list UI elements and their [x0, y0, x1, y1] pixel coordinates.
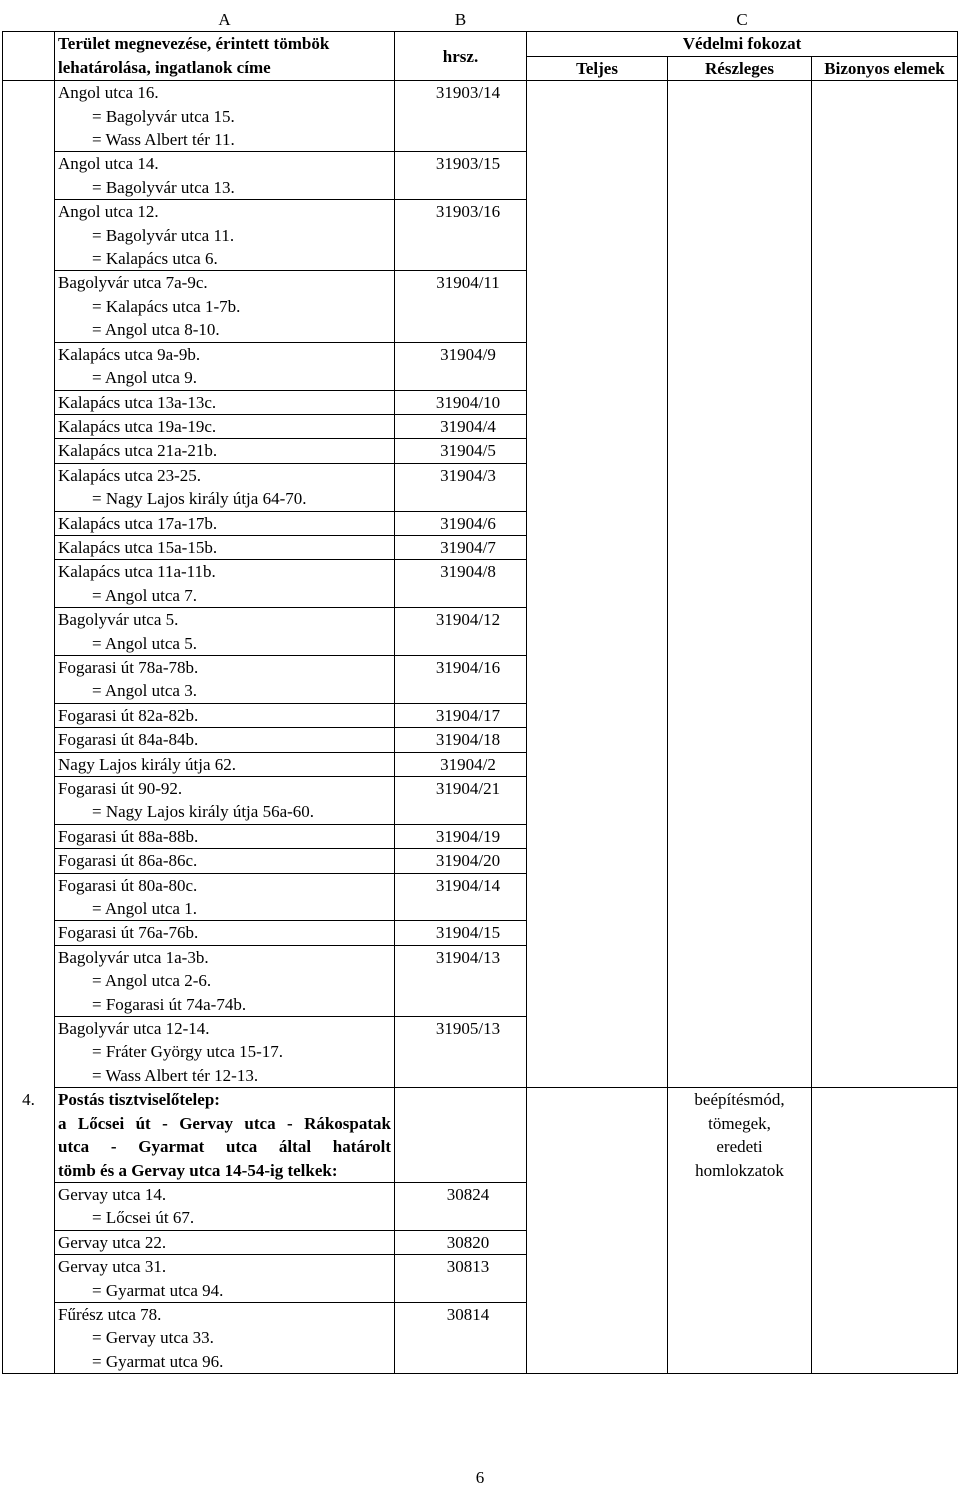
address-cell — [55, 752, 395, 776]
address-line: Fogarasi út 88a-88b. — [58, 826, 199, 846]
area-column-header — [55, 32, 395, 81]
alias-address-line: = Lőcsei út 67. — [92, 1208, 195, 1228]
address-cell — [55, 152, 395, 200]
alias-address-line: = Angol utca 9. — [92, 368, 197, 388]
alias-address-line: = Angol utca 3. — [92, 681, 197, 701]
number-cell — [3, 560, 55, 608]
partial-protection-cell — [668, 1088, 812, 1374]
address-line: Bagolyvár utca 5. — [58, 610, 179, 630]
number-cell — [3, 824, 55, 848]
section-4-title-line: a Lőcsei út - Gervay utca - Rákospatak — [58, 1113, 391, 1133]
hrsz-cell: 31903/16 — [395, 200, 527, 271]
hrsz-cell: 30813 — [395, 1255, 527, 1303]
address-line: Gervay utca 31. — [58, 1257, 167, 1277]
address-cell — [55, 777, 395, 825]
address-cell — [55, 463, 395, 511]
number-cell — [3, 81, 55, 152]
alias-address-line: = Kalapács utca 1-7b. — [92, 296, 241, 316]
address-line: Kalapács utca 13a-13c. — [58, 392, 217, 412]
address-line: Angol utca 14. — [58, 154, 159, 174]
hrsz-cell: 31904/16 — [395, 655, 527, 703]
alias-address-line: = Gyarmat utca 96. — [92, 1351, 224, 1371]
address-cell — [55, 535, 395, 559]
alias-address-line: = Wass Albert tér 11. — [92, 130, 235, 150]
section-4-title-line: tömb és a Gervay utca 14-54-ig telkek: — [58, 1160, 338, 1180]
number-cell — [3, 777, 55, 825]
address-cell — [55, 824, 395, 848]
alias-address-line: = Angol utca 2-6. — [92, 971, 212, 991]
hrsz-cell: 31904/4 — [395, 414, 527, 438]
address-cell — [55, 655, 395, 703]
hrsz-cell: 31904/3 — [395, 463, 527, 511]
address-line: Bagolyvár utca 7a-9c. — [58, 273, 208, 293]
section-4-title-line: Postás tisztviselőtelep: — [58, 1090, 220, 1110]
address-cell — [55, 849, 395, 873]
address-cell — [55, 945, 395, 1016]
alias-address-line: = Angol utca 5. — [92, 633, 197, 653]
address-line: Fogarasi út 76a-76b. — [58, 923, 199, 943]
column-letter-c: C — [527, 8, 958, 32]
hrsz-cell: 31904/18 — [395, 728, 527, 752]
address-line: Kalapács utca 9a-9b. — [58, 344, 201, 364]
protection-level-header: Védelmi fokozat — [527, 32, 958, 56]
alias-address-line: = Nagy Lajos király útja 64-70. — [92, 489, 307, 509]
address-line: Fogarasi út 86a-86c. — [58, 851, 198, 871]
number-cell — [3, 945, 55, 1016]
alias-address-line: = Angol utca 1. — [92, 899, 197, 919]
column-letter-b: B — [395, 8, 527, 32]
number-cell — [3, 511, 55, 535]
address-cell — [55, 439, 395, 463]
hrsz-cell: 31903/15 — [395, 152, 527, 200]
address-line: Nagy Lajos király útja 62. — [58, 754, 236, 774]
hrsz-cell: 31904/11 — [395, 271, 527, 342]
hrsz-cell: 31904/21 — [395, 777, 527, 825]
address-line: Gervay utca 14. — [58, 1184, 167, 1204]
address-cell — [55, 728, 395, 752]
address-cell — [55, 1182, 395, 1230]
column-letter-row — [3, 8, 958, 32]
number-cell — [3, 703, 55, 727]
alias-address-line: = Wass Albert tér 12-13. — [92, 1065, 259, 1085]
hrsz-cell: 31903/14 — [395, 81, 527, 152]
protection-register-table — [2, 8, 958, 1374]
address-cell — [55, 390, 395, 414]
address-line: Kalapács utca 11a-11b. — [58, 562, 216, 582]
address-line: Kalapács utca 19a-19c. — [58, 416, 217, 436]
hrsz-cell: 31905/13 — [395, 1017, 527, 1088]
section-number: 4. — [3, 1088, 55, 1374]
section-4-title — [55, 1088, 395, 1183]
alias-address-line: = Bagolyvár utca 13. — [92, 177, 235, 197]
address-cell — [55, 1255, 395, 1303]
partial-protection-line: tömegek, — [708, 1113, 771, 1133]
address-line: Gervay utca 22. — [58, 1232, 167, 1252]
partial-protection-line: beépítésmód, — [694, 1090, 785, 1110]
number-cell — [3, 849, 55, 873]
hrsz-column-header: hrsz. — [395, 32, 527, 81]
number-cell — [3, 414, 55, 438]
number-cell — [3, 439, 55, 463]
number-cell — [3, 390, 55, 414]
address-cell — [55, 1302, 395, 1373]
address-cell — [55, 414, 395, 438]
hrsz-cell: 30820 — [395, 1230, 527, 1254]
address-line: Kalapács utca 17a-17b. — [58, 513, 218, 533]
address-line: Kalapács utca 21a-21b. — [58, 441, 218, 461]
address-cell — [55, 608, 395, 656]
number-cell — [3, 1017, 55, 1088]
address-cell — [55, 81, 395, 152]
certain-elements-cell — [812, 81, 958, 1088]
alias-address-line: = Bagolyvár utca 11. — [92, 225, 235, 245]
hrsz-cell: 31904/6 — [395, 511, 527, 535]
number-cell — [3, 752, 55, 776]
alias-address-line: = Nagy Lajos király útja 56a-60. — [92, 802, 315, 822]
full-protection-header: Teljes — [527, 56, 668, 80]
address-line: Kalapács utca 23-25. — [58, 465, 202, 485]
alias-address-line: = Fráter György utca 15-17. — [92, 1042, 284, 1062]
address-cell — [55, 560, 395, 608]
full-protection-cell — [527, 81, 668, 1088]
hrsz-cell: 31904/9 — [395, 342, 527, 390]
address-line: Fogarasi út 90-92. — [58, 779, 183, 798]
address-line: Fogarasi út 80a-80c. — [58, 875, 198, 895]
address-cell — [55, 342, 395, 390]
address-line: Angol utca 16. — [58, 83, 159, 103]
address-cell — [55, 873, 395, 921]
address-line: Fogarasi út 82a-82b. — [58, 705, 199, 725]
hrsz-cell: 31904/20 — [395, 849, 527, 873]
hrsz-cell: 31904/10 — [395, 390, 527, 414]
address-line: Kalapács utca 15a-15b. — [58, 537, 218, 557]
certain-elements-cell — [812, 1088, 958, 1374]
alias-address-line: = Bagolyvár utca 15. — [92, 106, 235, 126]
hrsz-cell — [395, 1088, 527, 1183]
hrsz-cell: 31904/14 — [395, 873, 527, 921]
page-number: 6 — [475, 1468, 485, 1487]
section-4-title-line: utca - Gyarmat utca által határolt — [58, 1137, 391, 1157]
header-row-1 — [3, 32, 958, 56]
column-letter-a: A — [55, 8, 395, 32]
number-cell — [3, 535, 55, 559]
address-line: Fogarasi út 84a-84b. — [58, 730, 199, 750]
certain-elements-header: Bizonyos elemek — [812, 56, 958, 80]
hrsz-cell: 31904/5 — [395, 439, 527, 463]
address-cell — [55, 1230, 395, 1254]
address-cell — [55, 200, 395, 271]
hrsz-cell: 31904/13 — [395, 945, 527, 1016]
full-protection-cell — [527, 1088, 668, 1374]
address-line: Bagolyvár utca 12-14. — [58, 1019, 210, 1039]
alias-address-line: = Kalapács utca 6. — [92, 249, 218, 269]
number-cell — [3, 463, 55, 511]
area-header-line-2: lehatárolása, ingatlanok címe — [58, 57, 271, 77]
hrsz-cell: 30814 — [395, 1302, 527, 1373]
alias-address-line: = Fogarasi út 74a-74b. — [92, 994, 247, 1014]
partial-protection-header: Részleges — [668, 56, 812, 80]
address-cell — [55, 1017, 395, 1088]
hrsz-cell: 30824 — [395, 1182, 527, 1230]
address-cell — [55, 511, 395, 535]
alias-address-line: = Gervay utca 33. — [92, 1328, 214, 1348]
alias-address-line: = Angol utca 8-10. — [92, 320, 220, 340]
partial-protection-cell — [668, 81, 812, 1088]
alias-address-line: = Gyarmat utca 94. — [92, 1280, 224, 1300]
number-column-header — [3, 32, 55, 81]
partial-protection-line: eredeti — [716, 1137, 763, 1157]
hrsz-cell: 31904/17 — [395, 703, 527, 727]
number-cell — [3, 873, 55, 921]
hrsz-cell: 31904/19 — [395, 824, 527, 848]
hrsz-cell: 31904/2 — [395, 752, 527, 776]
address-cell — [55, 271, 395, 342]
table-row — [3, 81, 958, 152]
hrsz-cell: 31904/15 — [395, 921, 527, 945]
address-line: Bagolyvár utca 1a-3b. — [58, 947, 209, 967]
address-line: Fűrész utca 78. — [58, 1304, 162, 1324]
area-header-line-1: Terület megnevezése, érintett tömbök — [58, 34, 330, 54]
number-cell — [3, 728, 55, 752]
section-4-header-row — [3, 1088, 958, 1183]
address-line: Angol utca 12. — [58, 202, 159, 222]
number-cell — [3, 608, 55, 656]
address-line: Fogarasi út 78a-78b. — [58, 657, 199, 677]
number-cell — [3, 921, 55, 945]
number-cell — [3, 342, 55, 390]
number-cell — [3, 200, 55, 271]
hrsz-cell: 31904/8 — [395, 560, 527, 608]
number-cell — [3, 655, 55, 703]
alias-address-line: = Angol utca 7. — [92, 585, 197, 605]
partial-protection-line: homlokzatok — [695, 1160, 784, 1180]
hrsz-cell: 31904/12 — [395, 608, 527, 656]
number-cell — [3, 152, 55, 200]
hrsz-cell: 31904/7 — [395, 535, 527, 559]
address-cell — [55, 921, 395, 945]
address-cell — [55, 703, 395, 727]
number-cell — [3, 271, 55, 342]
